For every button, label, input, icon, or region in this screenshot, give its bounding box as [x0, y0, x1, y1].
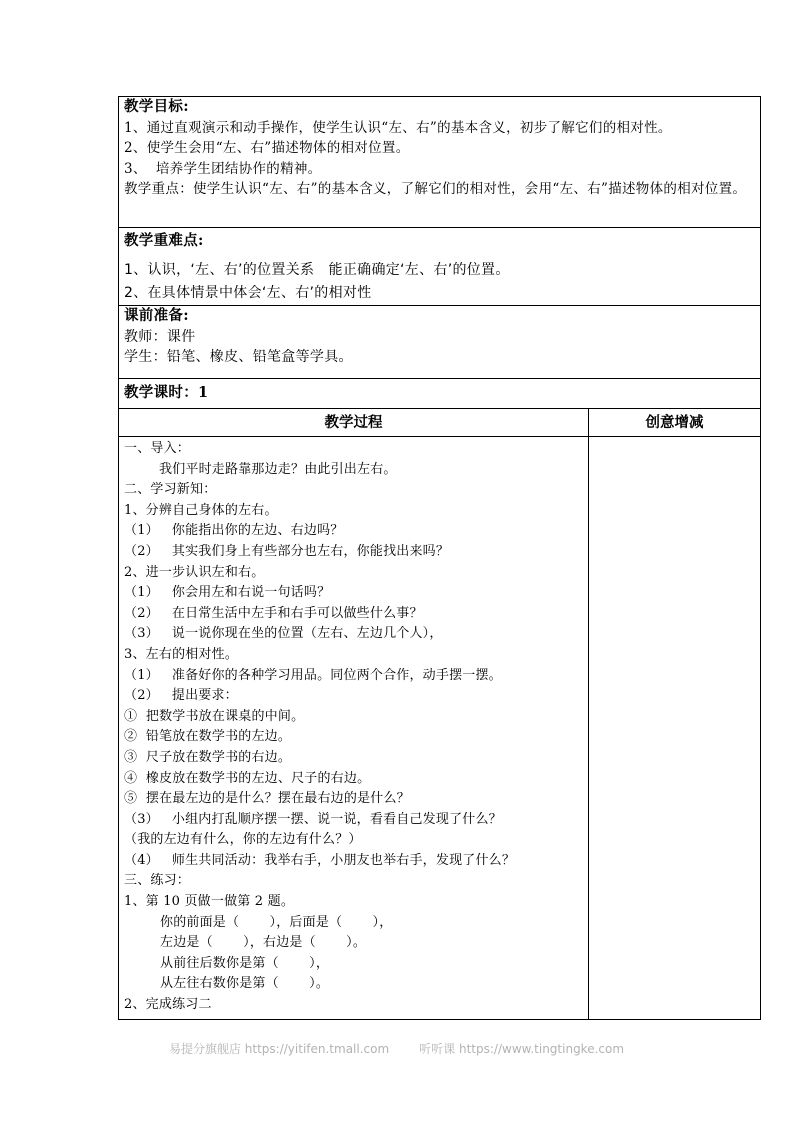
process-line: 三、练习： — [124, 873, 191, 889]
process-line: （3） 小组内打乱顺序摆一摆、说一说，看看自己发现了什么？ — [124, 811, 502, 827]
difficulty-line: 1、认识，‘左、右’的位置关系 能正确确定‘左、右’的位置。 — [124, 261, 510, 278]
process-line: ④ 橡皮放在数学书的左边、尺子的右边。 — [124, 770, 371, 786]
exercise-blank-line: 从前往后数你是第（ ）， — [160, 955, 330, 971]
process-line: （1） 你会用左和右说一句话吗？ — [124, 585, 331, 601]
process-line: 一、导入： — [124, 441, 191, 456]
process-line: 3、左右的相对性。 — [124, 646, 239, 662]
difficulties-row — [119, 228, 761, 306]
process-row — [119, 437, 761, 1020]
process-line: （4） 师生共同活动：我举右手，小朋友也举右手，发现了什么？ — [124, 852, 516, 868]
process-header: 教学过程 — [119, 409, 589, 437]
process-line: ② 铅笔放在数学书的左边。 — [124, 729, 292, 745]
process-header-row — [119, 409, 761, 437]
preparation-line: 学生：铅笔、橡皮、铅笔盒等学具。 — [124, 349, 353, 366]
preparation-cell — [119, 306, 761, 379]
difficulty-line: 2、在具体情景中体会‘左、右’的相对性 — [124, 285, 372, 302]
creative-header: 创意增减 — [589, 409, 761, 437]
difficulties-title: 教学重难点: — [124, 232, 204, 249]
lesson-plan-table — [118, 96, 761, 1020]
exercise-blank-line: 从左往右数你是第（ ）。 — [160, 976, 330, 992]
process-line: ⑤ 摆在最左边的是什么？摆在最右边的是什么？ — [124, 791, 410, 807]
page-footer — [0, 1040, 793, 1057]
exercise-blank-line: 左边是（ ），右边是（ ）。 — [160, 935, 367, 951]
preparation-title: 课前准备: — [124, 307, 189, 324]
exercise-blank-line: 你的前面是（ ），后面是（ ）， — [160, 914, 393, 930]
objective-line: 1、通过直观演示和动手操作，使学生认识“左、右”的基本含义，初步了解它们的相对性。 — [124, 119, 672, 136]
process-line: （3） 说一说你现在坐的位置（左右、左边几个人）， — [124, 626, 443, 642]
process-line: （1） 你能指出你的左边、右边吗？ — [124, 523, 344, 539]
process-line: （2） 提出要求： — [124, 688, 238, 704]
process-line: ③ 尺子放在数学书的右边。 — [124, 749, 292, 765]
objectives-row — [119, 97, 761, 228]
process-line: （2） 在日常生活中左手和右手可以做些什么事？ — [124, 605, 423, 621]
preparation-row — [119, 306, 761, 379]
key-point-text: 教学重点：使学生认识“左、右”的基本含义，了解它们的相对性，会用“左、右”描述物体的相对位置。 — [124, 181, 747, 198]
objectives-title: 教学目标: — [124, 98, 189, 115]
process-line: （2） 其实我们身上有些部分也左右，你能找出来吗？ — [124, 543, 450, 559]
footer-left-link[interactable]: 易提分旗舰店 https://yitifen.tmall.com — [168, 1042, 390, 1056]
preparation-line: 教师：课件 — [124, 328, 196, 345]
hours-cell — [119, 379, 761, 409]
process-line: 二、学习新知： — [124, 482, 217, 498]
process-line: （1） 准备好你的各种学习用品。同位两个合作，动手摆一摆。 — [124, 667, 502, 683]
objective-line: 3、 培养学生团结协作的精神。 — [124, 160, 322, 177]
process-line: 我们平时走路靠那边走？由此引出左右。 — [159, 461, 397, 477]
process-line: ① 把数学书放在课桌的中间。 — [124, 708, 305, 724]
process-line: （我的左边有什么，你的左边有什么？） — [124, 832, 362, 848]
difficulties-cell — [119, 228, 761, 306]
footer-right-link[interactable]: 听听课 https://www.tingtingke.com — [419, 1042, 625, 1056]
process-line: 1、分辨自己身体的左右。 — [124, 502, 278, 518]
hours-row — [119, 379, 761, 409]
creative-cell — [589, 437, 761, 1020]
process-line: 2、完成练习二 — [124, 997, 212, 1013]
process-line: 1、第 10 页做一做第 2 题。 — [124, 894, 295, 910]
objectives-cell — [119, 97, 761, 228]
hours-title: 教学课时：1 — [124, 384, 209, 402]
process-line: 2、进一步认识左和右。 — [124, 564, 265, 580]
process-cell — [119, 437, 589, 1020]
objective-line: 2、使学生会用“左、右”描述物体的相对位置。 — [124, 140, 410, 157]
